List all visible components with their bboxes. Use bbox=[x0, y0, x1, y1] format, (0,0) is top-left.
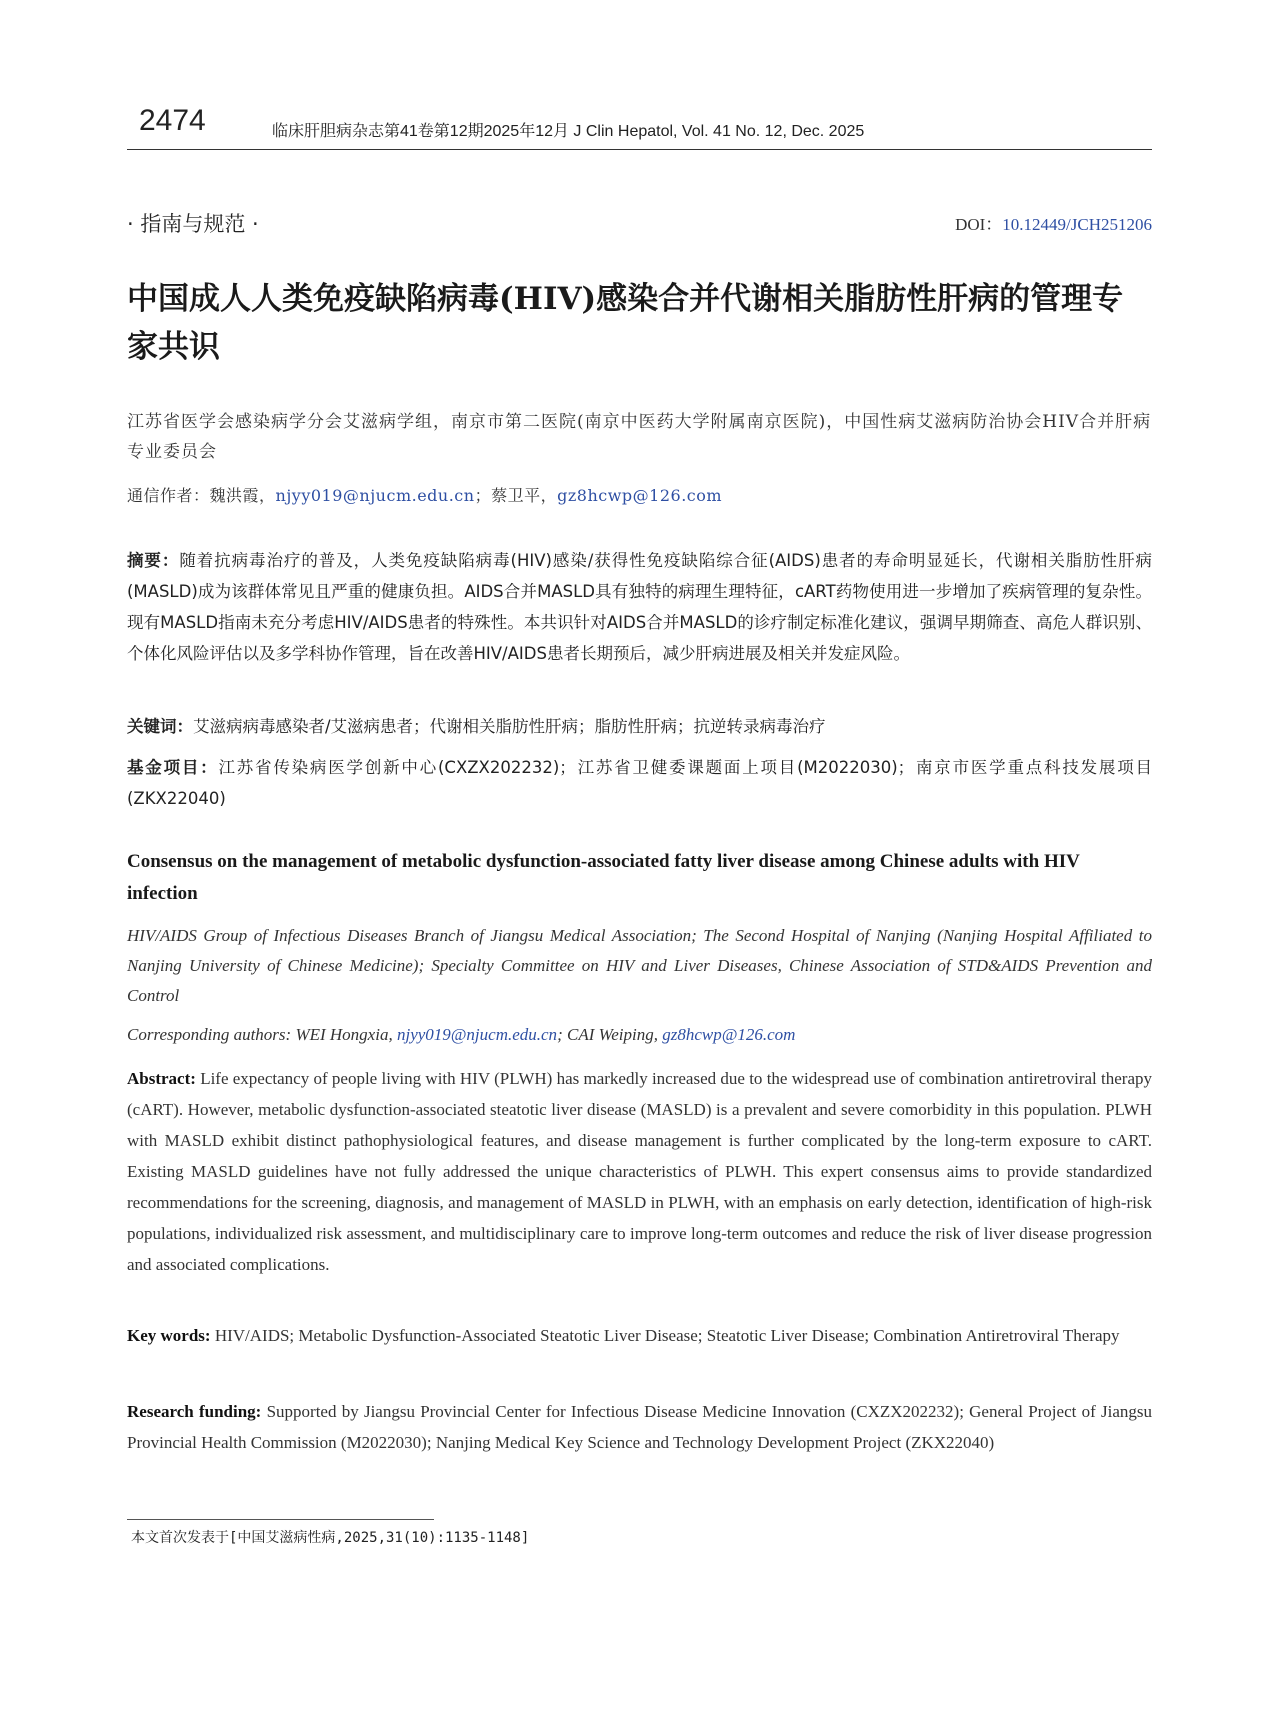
section-tag: · 指南与规范 · bbox=[127, 212, 259, 236]
doi-label: DOI： bbox=[955, 215, 1003, 234]
abstract-en-text: Life expectancy of people living with HIV (PLWH) has markedly increased due to the widespread use of combination antiretroviral therapy (cART). However, metabolic dysfunction-associated steatotic liver disease (MASLD) is a prevalent and severe comorbidity in this population. PLWH with MASLD exhibit distinct pathophysiological features, and disease management is further complicated by the long-term exposure to cART. Existing MASLD guidelines have not fully addressed the unique characteristics of PLWH. This expert consensus aims to provide standardized recommendations for the screening, diagnosis, and management of MASLD in PLWH, with an emphasis on early detection, identification of high-risk populations, individualized risk assessment, and multidisciplinary care to improve long-term outcomes and reduce the risk of liver disease progression and associated complications. bbox=[127, 1069, 1152, 1274]
abstract-en-label: Abstract: bbox=[127, 1069, 201, 1088]
funding-en-text: Supported by Jiangsu Provincial Center for Infectious Disease Medicine Innovation (CXZX202232); General Project of Jiangsu Provincial Health Commission (M2022030); Nanjing Medical Key Science and Technology Development Project (ZKX22040) bbox=[127, 1402, 1152, 1452]
corr-label: 通信作者： bbox=[127, 486, 210, 505]
journal-running-title: 临床肝胆病杂志第41卷第12期2025年12月 J Clin Hepatol, Vol. 41 No. 12, Dec. 2025 bbox=[272, 123, 865, 140]
affiliation-en: HIV/AIDS Group of Infectious Diseases Branch of Jiangsu Medical Association; The Second Hospital of Nanjing (Nanjing Hospital Affiliated to Nanjing University of Chinese Medicine); Specialty Committee on HIV and Liver Diseases, Chinese Association of STD&AIDS Prevention and Control bbox=[127, 926, 1152, 1005]
keywords-en-label: Key words: bbox=[127, 1326, 215, 1345]
corr-email-2[interactable]: gz8hcwp@126.com bbox=[557, 486, 723, 505]
article-title-en: Consensus on the management of metabolic dysfunction-associated fatty liver disease among Chinese adults with HIV infection bbox=[127, 851, 1080, 904]
affiliation-cn: 江苏省医学会感染病学分会艾滋病学组，南京市第二医院(南京中医药大学附属南京医院)，中国性病艾滋病防治协会HIV合并肝病专业委员会 bbox=[127, 412, 1152, 462]
keywords-cn-label: 关键词： bbox=[127, 717, 193, 736]
corr-en-separator: ; bbox=[557, 1025, 567, 1044]
footnote-rule bbox=[127, 1519, 434, 1520]
corr-email-1[interactable]: njyy019@njucm.edu.cn bbox=[275, 486, 475, 505]
funding-en-label: Research funding: bbox=[127, 1402, 267, 1421]
abstract-cn-text: 随着抗病毒治疗的普及，人类免疫缺陷病毒(HIV)感染/获得性免疫缺陷综合征(AIDS)患者的寿命明显延长，代谢相关脂肪性肝病(MASLD)成为该群体常见且严重的健康负担。AIDS合并MASLD具有独特的病理生理特征，cART药物使用进一步增加了疾病管理的复杂性。现有MASLD指南未充分考虑HIV/AIDS患者的特殊性。本共识针对AIDS合并MASLD的诊疗制定标准化建议，强调早期筛查、高危人群识别、个体化风险评估以及多学科协作管理，旨在改善HIV/AIDS患者长期预后，减少肝病进展及相关并发症风险。 bbox=[127, 551, 1153, 663]
doi-link[interactable]: 10.12449/JCH251206 bbox=[1002, 215, 1152, 234]
article-title-cn: 中国成人人类免疫缺陷病毒(HIV)感染合并代谢相关脂肪性肝病的管理专家共识 bbox=[127, 281, 1124, 365]
corr-author-2: 蔡卫平， bbox=[491, 486, 558, 505]
abstract-cn bbox=[127, 545, 1152, 669]
funding-cn bbox=[127, 752, 1152, 814]
corr-en-author-1: WEI Hongxia, bbox=[295, 1025, 397, 1044]
corresponding-authors-en bbox=[127, 1025, 1152, 1045]
corr-author-1: 魏洪霞， bbox=[209, 486, 276, 505]
abstract-en bbox=[127, 1063, 1152, 1280]
abstract-cn-label: 摘要： bbox=[127, 551, 180, 570]
corr-en-author-2: CAI Weiping, bbox=[566, 1025, 663, 1044]
doi bbox=[955, 210, 1152, 235]
footnote: 本文首次发表于[中国艾滋病性病,2025,31(10):1135-1148] bbox=[131, 1530, 530, 1546]
funding-cn-text: 江苏省传染病医学创新中心(CXZX202232)；江苏省卫健委课题面上项目(M2022030)；南京市医学重点科技发展项目(ZKX22040) bbox=[127, 758, 1152, 808]
corr-en-email-1[interactable]: njyy019@njucm.edu.cn bbox=[396, 1025, 558, 1044]
keywords-en-text: HIV/AIDS; Metabolic Dysfunction-Associated Steatotic Liver Disease; Steatotic Liver Disease; Combination Antiretroviral Therapy bbox=[214, 1326, 1120, 1345]
funding-en bbox=[127, 1396, 1152, 1458]
running-header bbox=[127, 103, 1152, 150]
keywords-en bbox=[127, 1320, 1152, 1351]
corr-en-email-2[interactable]: gz8hcwp@126.com bbox=[662, 1025, 796, 1044]
corr-en-label: Corresponding authors: bbox=[127, 1025, 296, 1044]
corr-separator: ； bbox=[474, 486, 492, 505]
corresponding-authors-cn bbox=[127, 483, 1152, 506]
keywords-cn-text: 艾滋病病毒感染者/艾滋病患者；代谢相关脂肪性肝病；脂肪性肝病；抗逆转录病毒治疗 bbox=[193, 717, 826, 736]
funding-cn-label: 基金项目： bbox=[127, 758, 219, 777]
page-number: 2474 bbox=[139, 104, 206, 137]
keywords-cn bbox=[127, 711, 1152, 742]
